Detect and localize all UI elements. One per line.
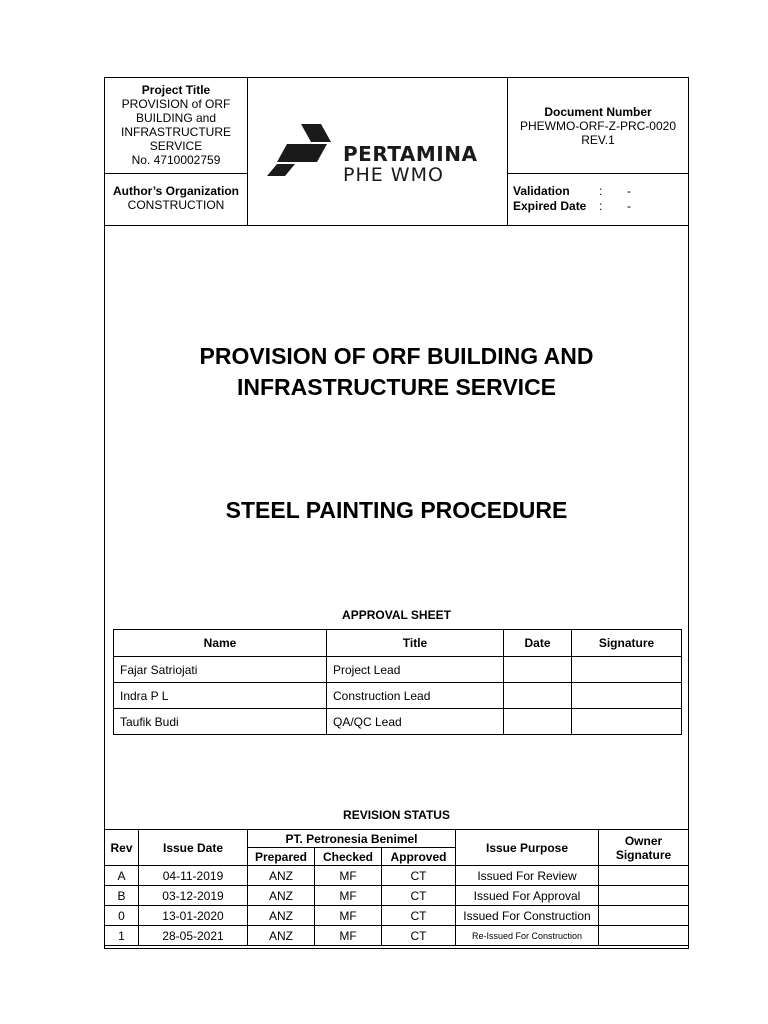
rev-approved: CT bbox=[382, 866, 456, 886]
validation-label: Validation bbox=[513, 184, 570, 198]
expired-date-row bbox=[513, 199, 631, 214]
expired-date-value: - bbox=[627, 199, 631, 213]
rev-checked: MF bbox=[315, 886, 382, 906]
table-row bbox=[105, 906, 689, 926]
rev-approved: CT bbox=[382, 886, 456, 906]
revision-status-heading: REVISION STATUS bbox=[343, 808, 450, 822]
document-number-cell bbox=[508, 105, 688, 147]
revision-col-company: PT. Petronesia Benimel bbox=[248, 830, 456, 848]
validation-colon: : bbox=[599, 184, 603, 198]
approver-date bbox=[504, 657, 572, 683]
document-number-label: Document Number bbox=[544, 105, 652, 119]
logo-wordmark: PERTAMINA bbox=[343, 142, 478, 166]
revision-col-prepared: Prepared bbox=[248, 848, 315, 866]
rev-code: 1 bbox=[105, 926, 139, 946]
revision-col-owner-signature bbox=[599, 830, 689, 866]
document-header bbox=[105, 78, 688, 226]
approver-date bbox=[504, 683, 572, 709]
approval-table bbox=[113, 629, 682, 735]
rev-issue-date: 03-12-2019 bbox=[139, 886, 248, 906]
expired-date-label: Expired Date bbox=[513, 199, 587, 213]
approval-col-title: Title bbox=[327, 630, 504, 657]
approver-name: Taufik Budi bbox=[114, 709, 327, 735]
rev-prepared: ANZ bbox=[248, 906, 315, 926]
rev-purpose: Issued For Construction bbox=[456, 906, 599, 926]
rev-purpose: Re-Issued For Construction bbox=[456, 926, 599, 946]
rev-prepared: ANZ bbox=[248, 926, 315, 946]
approver-title: QA/QC Lead bbox=[327, 709, 504, 735]
revision-col-rev: Rev bbox=[105, 830, 139, 866]
revision-col-issue-purpose: Issue Purpose bbox=[456, 830, 599, 866]
project-title-line: PROVISION of ORF bbox=[121, 97, 231, 111]
approver-date bbox=[504, 709, 572, 735]
approver-title: Construction Lead bbox=[327, 683, 504, 709]
rev-issue-date: 28-05-2021 bbox=[139, 926, 248, 946]
author-organization-cell bbox=[105, 184, 247, 212]
document-number-value: PHEWMO-ORF-Z-PRC-0020 bbox=[519, 119, 676, 133]
approver-name: Indra P L bbox=[114, 683, 327, 709]
project-title-heading-line: INFRASTRUCTURE SERVICE bbox=[236, 374, 557, 400]
approver-title: Project Lead bbox=[327, 657, 504, 683]
project-title-line: INFRASTRUCTURE bbox=[121, 125, 231, 139]
revision-table bbox=[104, 829, 689, 946]
document-revision: REV.1 bbox=[581, 133, 615, 147]
project-title-line: SERVICE bbox=[149, 139, 203, 153]
revision-col-approved: Approved bbox=[382, 848, 456, 866]
signature-label: Signature bbox=[615, 847, 672, 862]
rev-owner-signature bbox=[599, 886, 689, 906]
approval-col-name: Name bbox=[114, 630, 327, 657]
rev-code: 0 bbox=[105, 906, 139, 926]
rev-checked: MF bbox=[315, 926, 382, 946]
approval-sheet-heading: APPROVAL SHEET bbox=[342, 608, 451, 622]
rev-purpose: Issued For Review bbox=[456, 866, 599, 886]
approval-header-row bbox=[114, 630, 682, 657]
expired-date-colon: : bbox=[599, 199, 603, 213]
rev-code: A bbox=[105, 866, 139, 886]
rev-code: B bbox=[105, 886, 139, 906]
rev-approved: CT bbox=[382, 926, 456, 946]
rev-owner-signature bbox=[599, 926, 689, 946]
logo-subtitle: PHE WMO bbox=[343, 164, 444, 186]
table-row bbox=[114, 709, 682, 735]
revision-col-checked: Checked bbox=[315, 848, 382, 866]
project-title-heading bbox=[105, 341, 688, 403]
approver-signature bbox=[572, 657, 682, 683]
table-row bbox=[105, 926, 689, 946]
validation-value: - bbox=[627, 184, 631, 198]
approver-name: Fajar Satriojati bbox=[114, 657, 327, 683]
author-organization-value: CONSTRUCTION bbox=[127, 198, 225, 212]
rev-owner-signature bbox=[599, 906, 689, 926]
project-title-cell bbox=[105, 83, 247, 167]
project-title-label: Project Title bbox=[141, 83, 211, 97]
project-title-heading-line: PROVISION OF ORF BUILDING AND bbox=[199, 343, 594, 369]
revision-header-row bbox=[105, 830, 689, 848]
table-row bbox=[105, 886, 689, 906]
rev-purpose: Issued For Approval bbox=[456, 886, 599, 906]
rev-issue-date: 04-11-2019 bbox=[139, 866, 248, 886]
document-title: STEEL PAINTING PROCEDURE bbox=[225, 497, 568, 523]
table-row bbox=[114, 683, 682, 709]
approval-col-signature: Signature bbox=[572, 630, 682, 657]
rev-approved: CT bbox=[382, 906, 456, 926]
approval-col-date: Date bbox=[504, 630, 572, 657]
rev-checked: MF bbox=[315, 866, 382, 886]
project-title-line: BUILDING and bbox=[135, 111, 217, 125]
table-row bbox=[114, 657, 682, 683]
table-row bbox=[105, 866, 689, 886]
approver-signature bbox=[572, 683, 682, 709]
rev-owner-signature bbox=[599, 866, 689, 886]
validation-row bbox=[513, 184, 631, 199]
revision-col-issue-date: Issue Date bbox=[139, 830, 248, 866]
owner-label: Owner bbox=[624, 833, 663, 848]
rev-prepared: ANZ bbox=[248, 886, 315, 906]
rev-checked: MF bbox=[315, 906, 382, 926]
rev-issue-date: 13-01-2020 bbox=[139, 906, 248, 926]
rev-prepared: ANZ bbox=[248, 866, 315, 886]
approver-signature bbox=[572, 709, 682, 735]
document-frame bbox=[104, 77, 689, 949]
author-organization-label: Author’s Organization bbox=[113, 184, 239, 198]
contract-number: No. 4710002759 bbox=[131, 153, 221, 167]
